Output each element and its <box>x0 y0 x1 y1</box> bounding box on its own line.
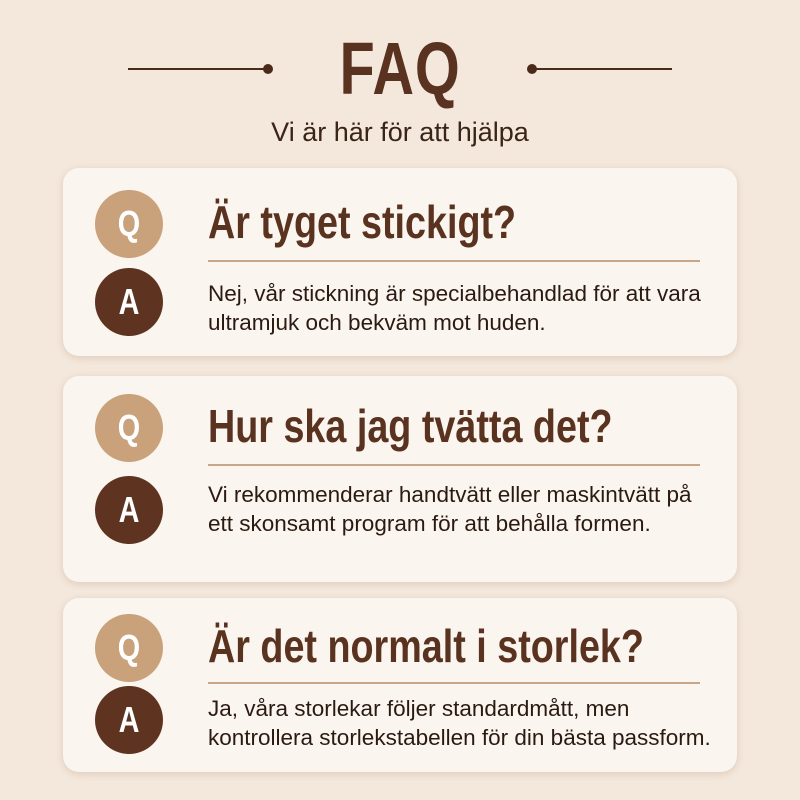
faq-question: Är tyget stickigt? <box>208 196 517 248</box>
answer-badge-label: A <box>118 489 140 530</box>
faq-answer: Vi rekommenderar handtvätt eller maskintvätt på ett skonsamt program för att behålla formen. <box>208 482 692 536</box>
answer-badge <box>95 686 163 754</box>
faq-answer: Ja, våra storlekar följer standardmått, men kontrollera storlekstabellen för din bästa passform. <box>208 696 711 750</box>
faq-card <box>63 168 737 356</box>
faq-card <box>63 376 737 582</box>
faq-card <box>63 598 737 772</box>
divider <box>208 464 700 466</box>
question-badge-label: Q <box>117 407 141 448</box>
faq-question: Är det normalt i storlek? <box>208 620 644 672</box>
question-badge <box>95 394 163 462</box>
faq-answer: Nej, vår stickning är specialbehandlad för att vara ultramjuk och bekväm mot huden. <box>208 281 701 335</box>
faq-question: Hur ska jag tvätta det? <box>208 400 613 452</box>
page-title: FAQ <box>339 27 461 110</box>
divider <box>208 682 700 684</box>
answer-badge <box>95 268 163 336</box>
faq-header <box>0 28 800 148</box>
answer-badge <box>95 476 163 544</box>
answer-badge-label: A <box>118 699 140 740</box>
page-subtitle: Vi är här för att hjälpa <box>271 117 529 147</box>
decorative-line-right <box>532 68 672 70</box>
question-badge <box>95 190 163 258</box>
answer-badge-label: A <box>118 281 140 322</box>
divider <box>208 260 700 262</box>
question-badge-label: Q <box>117 627 141 668</box>
question-badge <box>95 614 163 682</box>
question-badge-label: Q <box>117 203 141 244</box>
